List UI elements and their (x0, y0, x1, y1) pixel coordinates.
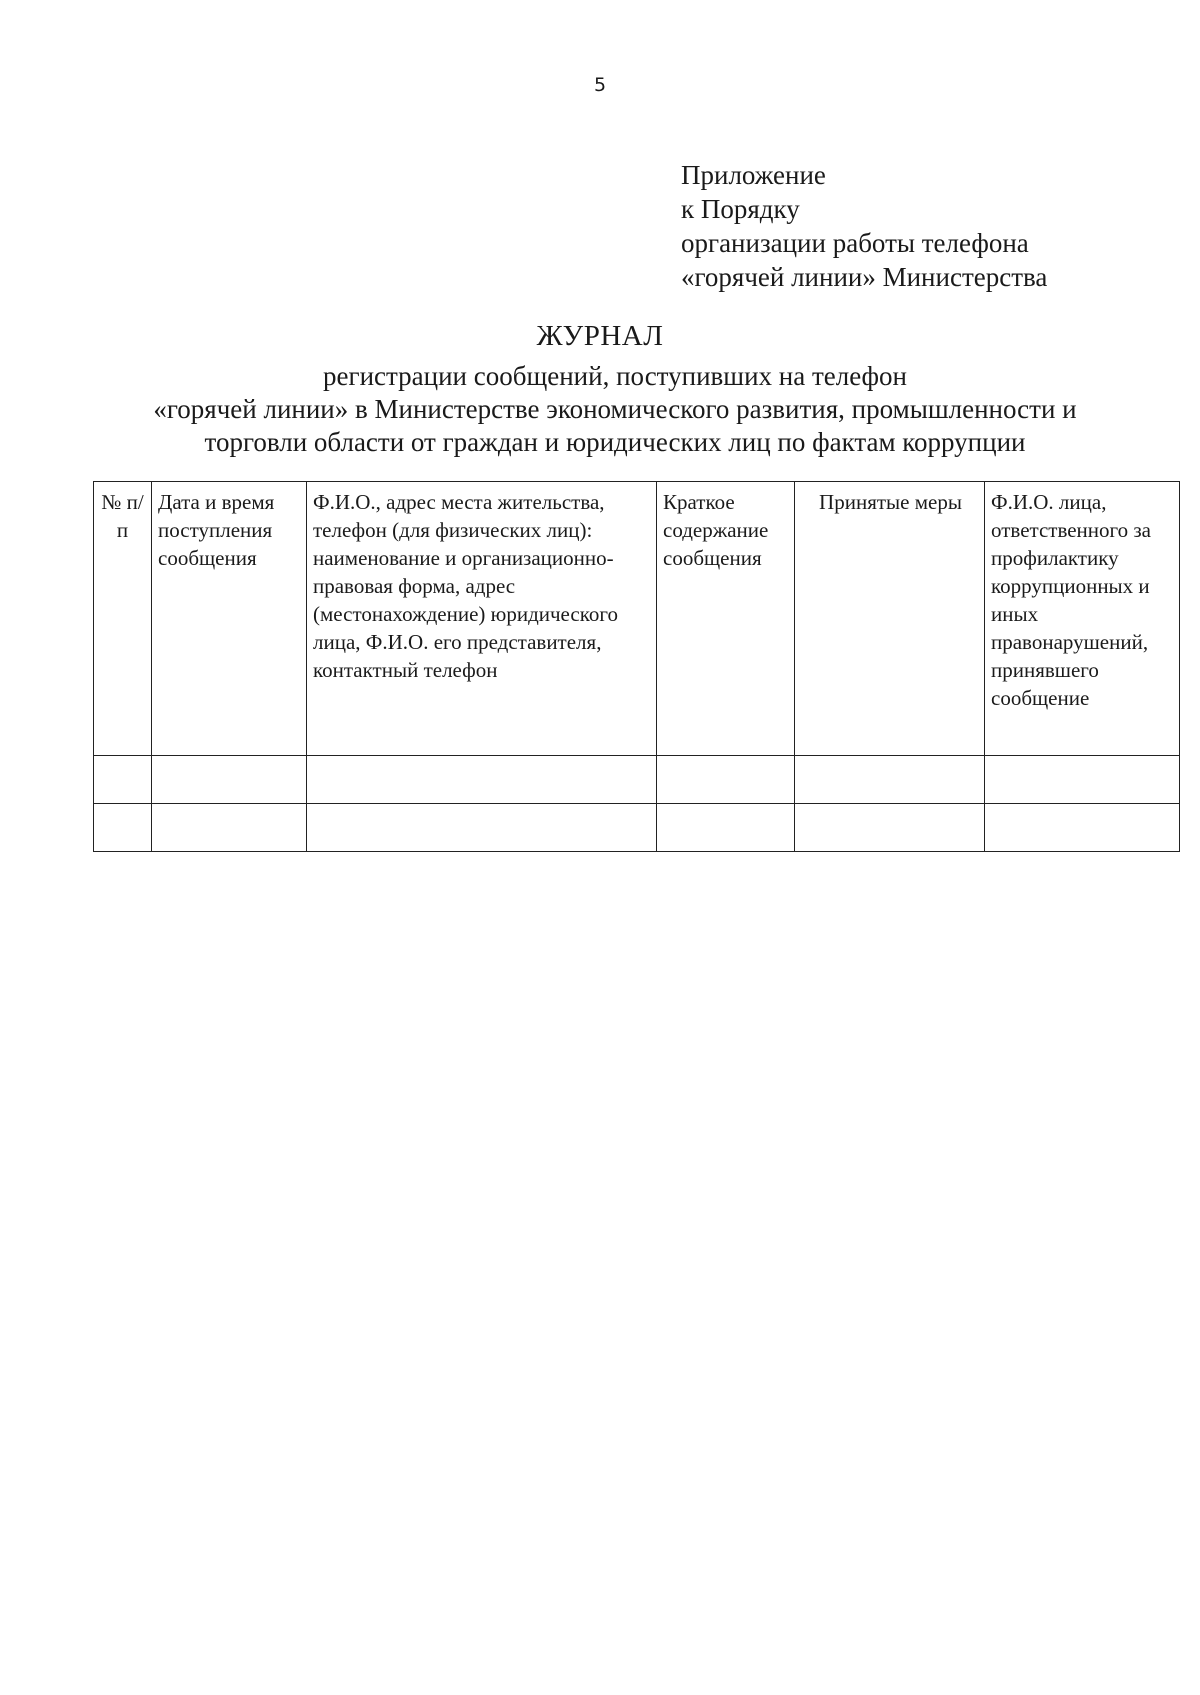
appendix-line: организации работы телефона (681, 228, 1029, 258)
table-cell (307, 804, 657, 852)
table-cell (657, 756, 795, 804)
page-number: 5 (593, 74, 607, 96)
header-number: № п/п (94, 482, 152, 756)
appendix-line: «горячей линии» Министерства (681, 262, 1048, 292)
table-cell (152, 804, 307, 852)
table-row (94, 756, 1180, 804)
table-cell (985, 756, 1180, 804)
table-cell (795, 804, 985, 852)
journal-title: ЖУРНАЛ (536, 320, 664, 352)
header-measures: Принятые меры (795, 482, 985, 756)
table-header-row (94, 482, 1180, 756)
table-cell (795, 756, 985, 804)
header-summary: Краткое содержание сообщения (657, 482, 795, 756)
journal-subtitle (0, 360, 1200, 459)
header-responsible: Ф.И.О. лица, ответственного за профилактику коррупционных и иных правонарушений, принявшего сообщение (985, 482, 1180, 756)
subtitle-line: регистрации сообщений, поступивших на телефон (323, 361, 907, 391)
table-cell (94, 756, 152, 804)
appendix-note (681, 158, 1047, 294)
table-cell (94, 804, 152, 852)
header-datetime: Дата и время поступления сообщения (152, 482, 307, 756)
subtitle-line: «горячей линии» в Министерстве экономического развития, промышленности и (153, 394, 1077, 424)
table-cell (152, 756, 307, 804)
header-sender: Ф.И.О., адрес места жительства, телефон (для физических лиц): наименование и организационно-правовая форма, адрес (местонахождение) юридического лица, Ф.И.О. его представителя, контактный телефон (307, 482, 657, 756)
appendix-line: Приложение (681, 160, 826, 190)
journal-table (93, 481, 1180, 852)
table-cell (657, 804, 795, 852)
table-cell (985, 804, 1180, 852)
table-row (94, 804, 1180, 852)
appendix-line: к Порядку (681, 194, 800, 224)
table-cell (307, 756, 657, 804)
subtitle-line: торговли области от граждан и юридических лиц по фактам коррупции (204, 427, 1026, 457)
